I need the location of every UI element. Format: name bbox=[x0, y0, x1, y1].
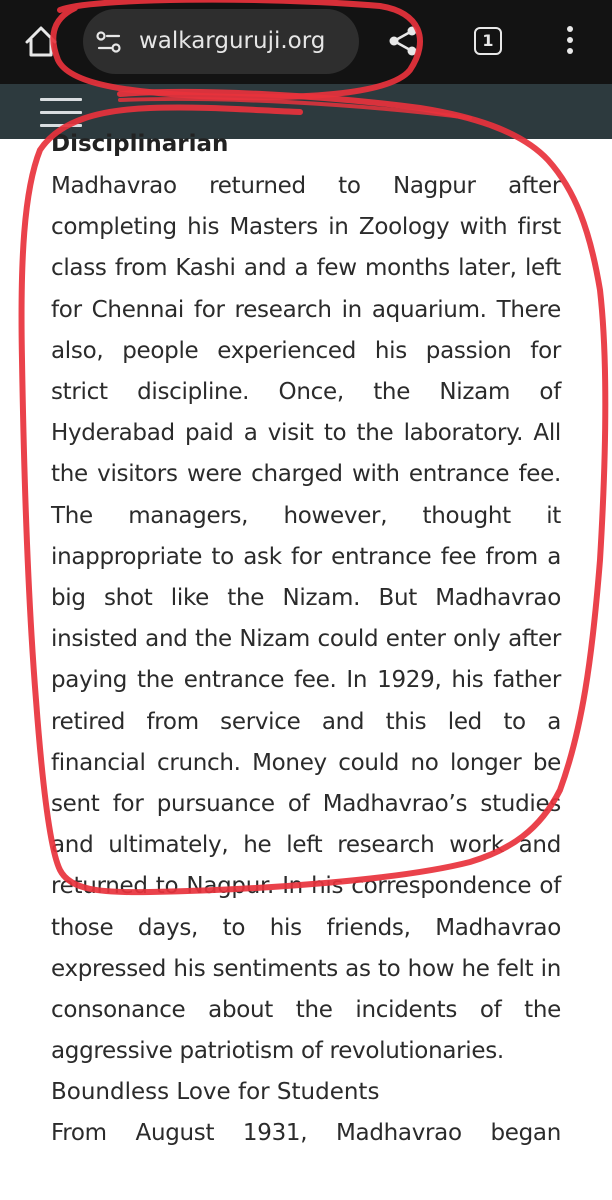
section-heading: Disciplinarian bbox=[51, 131, 229, 157]
article-paragraph: Madhavrao returned to Nagpur after completing his Masters in Zoology with first class from Kashi and a few months later, left for Chennai for research in aquarium. There also, people experienced his passion for strict discipline. Once, the Nizam of Hyderabad paid a visit to the laboratory. All the visitors were charged with entrance fee. The managers, however, thought it inappropriate to ask for entrance fee from a big shot like the Nizam. But Madhavrao insisted and the Nizam could enter only after paying the entrance fee. In 1929, his father retired from service and this led to a financial crunch. Money could no longer be sent for pursuance of Madhavrao’s studies and ultimately, he left research work and returned to Nagpur. In his correspondence of those days, to his friends, Madhavrao expressed his sentiments as to how he felt in consonance about the incidents of the aggressive patriotism of revolutionaries. bbox=[51, 173, 561, 1065]
address-bar[interactable] bbox=[83, 9, 359, 74]
more-vert-icon[interactable] bbox=[562, 26, 578, 58]
url-text[interactable]: walkarguruji.org bbox=[139, 28, 326, 54]
home-icon[interactable] bbox=[22, 22, 60, 60]
subheading: Boundless Love for Students bbox=[51, 1079, 380, 1106]
share-icon[interactable] bbox=[386, 24, 420, 58]
next-paragraph: From August 1931, Madhavrao began bbox=[51, 1120, 561, 1147]
article-content bbox=[51, 124, 561, 1154]
site-settings-icon[interactable] bbox=[95, 29, 123, 55]
tabs-icon[interactable]: 1 bbox=[474, 27, 502, 55]
browser-toolbar bbox=[0, 0, 612, 84]
